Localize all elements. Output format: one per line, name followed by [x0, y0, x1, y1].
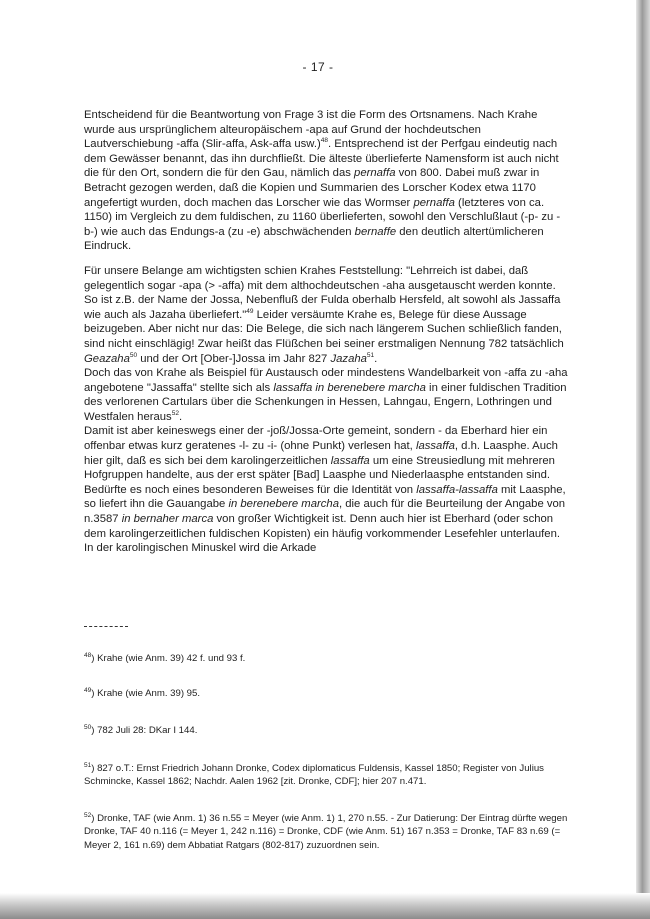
body-text [84, 108, 568, 556]
text-run: , die auch für die Beurteilung der Angabe von n.3587 [84, 498, 566, 526]
footnote-ref: 50 [129, 351, 138, 359]
footnote-text: ) Dronke, TAF (wie Anm. 1) 36 n.55 = Meyer (wie Anm. 1) 1, 270 n.55. - Zur Datierung: Der Eintrag dürfte wegen Dronke, TAF 40 n.116 (= Meyer 1, 242 n.116) = Dronke, CDF (wie Anm. 51) 167 n.353 = Dronke, TAF 83 n.69 (= Meyer 2, 161 n.69) dem Abbatiat Ratgars (802-817) zuzuordnen sein. [84, 813, 568, 851]
italic-term: lassaffa [415, 440, 455, 453]
text-run: in einer fuldischen Tradition des verlorenen Cartulars über die Schenkungen in Hessen, Lahngau, Engern, Lothringen und Westfalen heraus [84, 381, 567, 423]
footnote-number: 48 [84, 651, 92, 659]
footnote-number: 50 [84, 723, 92, 731]
footnote-52 [84, 812, 568, 852]
text-run: . Entsprechend ist der Perfgau eindeutig nach dem Gewässer benannt, das ihn durchfließt. Die älteste überlieferte Namensform ist auch nicht die für den Ort, sondern die für den Gau, nämlich das [84, 138, 559, 180]
italic-term: Jazaha [330, 352, 367, 365]
scan-edge-right [636, 0, 650, 919]
footnote-number: 52 [84, 811, 92, 819]
footnote-text: ) 782 Juli 28: DKar I 144. [91, 725, 198, 736]
italic-term: in bernaher marca [121, 513, 214, 526]
footnote-number: 51 [84, 761, 92, 769]
italic-term: lassaffa in berenebere marcha [273, 381, 426, 394]
footnote-ref: 51 [366, 351, 375, 359]
paragraph-4 [84, 424, 568, 482]
italic-term: bernaffe [354, 225, 397, 238]
footnote-51 [84, 762, 568, 789]
italic-term: in berenebere marcha [228, 498, 339, 511]
page-number: - 17 - [302, 60, 334, 74]
text-run: Bedürfte es noch eines besonderen Beweises für die Identität von [84, 483, 417, 496]
footnote-ref: 48 [320, 137, 328, 145]
text-run: Für unsere Belange am wichtigsten schien Krahes Feststellung: "Lehrreich ist dabei, daß gelegentlich sogar -apa (> -affa) mit dem althochdeutschen -aha ausgetauscht werden konnte. So ist z.B. der Name der Jossa, Nebenfluß der Fulda oberhalb Hersfeld, alt sowohl als Jassaffa wie auch als Jazaha überliefert." [84, 264, 561, 321]
italic-term: Geazaha [84, 352, 130, 365]
text-run: und der Ort [Ober-]Jossa im Jahr 827 [137, 352, 331, 365]
text-run: um eine Streusiedlung mit mehreren Hofgruppen handelte, aus der erst später [Bad] Laasphe und Niederlaasphe entstanden sind. [84, 454, 555, 482]
text-run: , d.h. Laasphe. Auch hier gilt, daß es sich bei dem karolingerzeitlichen [84, 440, 558, 467]
text-run: den deutlich altertümlicheren Eindruck. [84, 225, 544, 253]
text-run: mit Laasphe, so liefert ihn die Gauangabe [84, 483, 566, 511]
footnote-49 [84, 687, 568, 700]
footnote-ref: 52 [171, 410, 179, 418]
text-run: Entscheidend für die Beantwortung von Frage 3 ist die Form des Ortsnamens. Nach Krahe wurde aus ursprünglichem alteuropäischem -apa auf Grund der hochdeutschen Lautverschiebung -affa (Slir-affa, Ask-affa usw.) [84, 109, 538, 151]
paragraph-3 [84, 366, 568, 424]
text-run: Damit ist aber keineswegs einer der -joß/Jossa-Orte gemeint, sondern - da Eberhard hier ein offenbar etwas kurz geratenes -l- zu -i- (ohne Punkt) verlesen hat, [84, 425, 548, 453]
italic-term: pernaffa [413, 196, 455, 209]
text-run: von großer Wichtigkeit ist. Denn auch hier ist Eberhard (oder schon dem karolingerzeitlichen fuldischen Kopisten) ein häufig vorkommender Lesefehler unterlaufen. In der karolingischen Minuskel wird die Arkade [84, 513, 560, 555]
footnote-text: ) Krahe (wie Anm. 39) 95. [91, 688, 201, 699]
text-run: Leider versäumte Krahe es, Belege für diese Aussage beizugeben. Aber nicht nur das: Die Belege, die sich nach längerem Suchen schließlich fanden, sind nicht einschlägig! Zwar heißt das Flüßchen bei seiner erstmaligen Nennung 782 tatsächlich [84, 308, 564, 350]
paragraph-2 [84, 264, 568, 366]
paragraph-5 [84, 483, 568, 556]
italic-term: pernaffa [354, 167, 396, 180]
footnote-text: ) Krahe (wie Anm. 39) 42 f. und 93 f. [91, 653, 246, 664]
text-run: . [178, 410, 183, 423]
text-run: von 800. Dabei muß zwar in Betracht gezogen werden, daß die Kopien und Summarien des Lorscher Kodex etwa 1170 angefertigt wurden, doch machen das Lorscher wie das Wormser [84, 167, 540, 209]
footnote-separator [84, 626, 128, 627]
text-run: . [374, 352, 378, 365]
text-run: Doch das von Krahe als Beispiel für Austausch oder mindestens Wandelbarkeit von -affa zu -aha angebotene "Jassaffa" stellte sich als [84, 367, 568, 394]
scan-edge-bottom [0, 893, 650, 919]
footnote-ref: 49 [246, 307, 254, 315]
footnote-50 [84, 724, 568, 737]
italic-term: lassaffa [330, 454, 370, 467]
text-run: (letzteres von ca. 1150) im Vergleich zu dem fuldischen, zu 1160 überlieferten, sowohl den Verschlußlaut (-p- zu -b-) wie auch das Endungs-a (zu -e) abschwächenden [84, 196, 561, 238]
italic-term: lassaffa-lassaffa [416, 483, 498, 496]
paragraph-1 [84, 108, 568, 254]
footnote-number: 49 [84, 686, 92, 694]
footnote-48 [84, 652, 568, 665]
footnote-text: ) 827 o.T.: Ernst Friedrich Johann Dronke, Codex diplomaticus Fuldensis, Kassel 1850; Register von Julius Schmincke, Kassel 1862; Nachdr. Aalen 1962 [zit. Dronke, CDF]; hier 207 n.471. [84, 763, 544, 788]
